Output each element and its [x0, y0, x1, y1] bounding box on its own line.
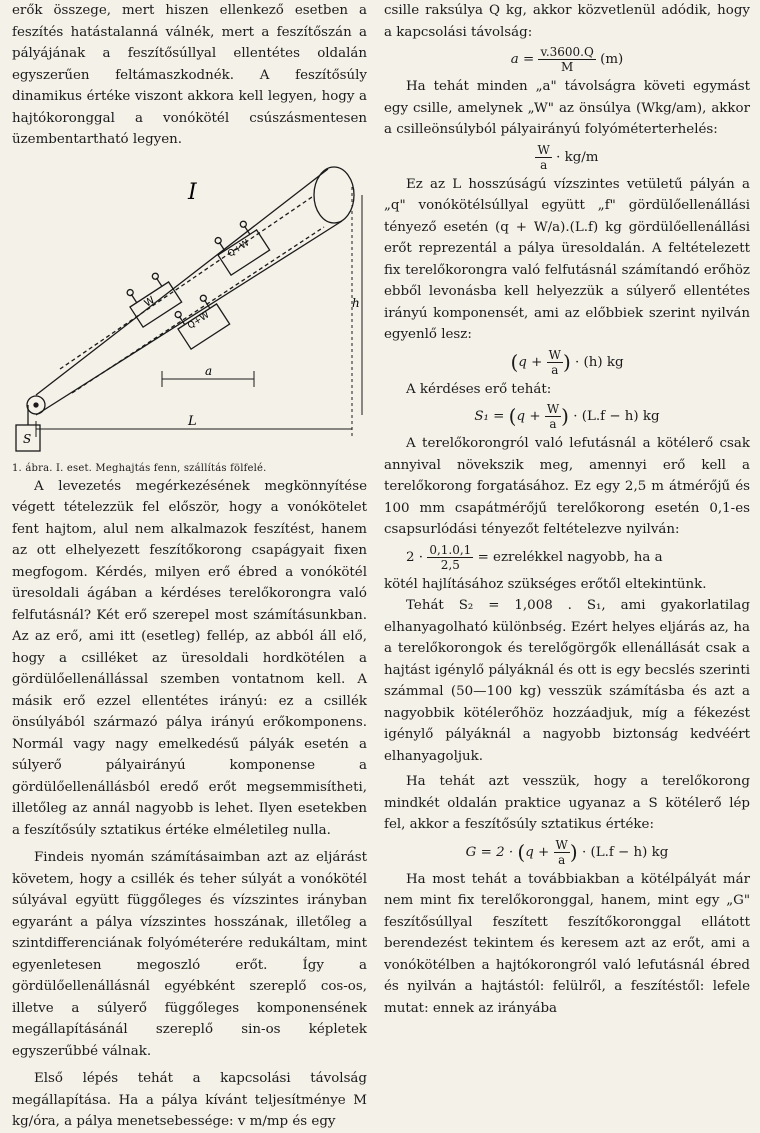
right-column: [384, 0, 750, 1019]
formula-friction: 2 · $\frac{0,1.0,1}{2,5}$ = ezrelékkel nagyobb, ha a: [406, 542, 663, 572]
formula-weight-component: (q + $\frac{W}{a}$ ) · (h) kg: [510, 347, 624, 377]
car-label-w: W: [142, 294, 157, 310]
right-paragraph-2: Ha tehát minden „a" távolságra követi egymást egy csille, amelynek „W" az önsúlya (Wkg/am), akkor a csilleönsúlyból pályairányú folyóméterterhelés:: [384, 79, 750, 137]
weight-label: S: [23, 431, 32, 446]
rope-upper-line: [36, 169, 328, 395]
right-paragraph-7: Tehát S₂ = 1,008 . S₁, ami gyakorlatilag elhanyagolható különbség. Ezért helyes eljárás az, ha a terelőkorongok és terelőgörgők ellenállását csak a hajtást igénylő pályáknál és ott is egy becslés szerinti számmal (50—100 kg) vesszük számításba és azt a nagyobbik kötélerőhöz hozzáadjuk, míg a fékezést igénylő pályáknál a nagyobb biztonság kedvéért elhanyagoljuk.: [384, 598, 750, 764]
right-paragraph-6: kötél hajlításához szükséges erőtől eltekintünk.: [384, 576, 707, 592]
formula-w-per-a: $\frac{W}{a}$ · kg/m: [537, 142, 599, 172]
dim-L-label: L: [188, 413, 197, 429]
figure-roman-label: I: [188, 179, 197, 205]
formula-g: G = 2 · (q + $\frac{W}{a}$ ) · (L.f − h) kg: [465, 837, 669, 867]
left-paragraph-2: A levezetés megérkezésének megkönnyítése végett tételezzük fel először, hogy a vonókötelet fent hajtom, alul nem alkalmazok feszítést, hanem az ott elhelyezett feszítőkorong csapágyait fixen megfogom. Kérdés, milyen erő ébred a vonókötél üresoldali ágában a kérdéses terelőkorongra való felfutásnál? Két erő szerepel most számításunkban. Az az erő, ami itt (esetleg) fellép, az abból áll elő, hogy a csilléket az üresoldali hordkötélen a gördülőellenállással szemben vontatnom kell. A másik erő ezzel ellentétes irányú: ez a csillék önsúlyából származó pálya irányú erőkomponens. Normál vagy nagy emelkedésű pályák esetén a súlyerő pályairányú komponense a gördülőellenállásból eredő erőt megsemmisítheti, illetőleg az annál nagyobb is lehet. Ilyen esetekben a feszítősúly sztatikus értéke elméletileg nulla.: [12, 478, 367, 838]
right-paragraph-5: A terelőkorongról való lefutásnál a kötélerő csak annyival növekszik meg, amennyi erő kell a terelőkorong forgatásához. Ez egy 2,5 m átmérőjű és 100 mm csapátmérőjű terelőkorong esetén 0,1-es csapsurlódási tényezőt feltételezve nyilván:: [384, 436, 750, 537]
right-paragraph-4: A kérdéses erő tehát:: [406, 381, 552, 397]
right-paragraph-8: Ha tehát azt vesszük, hogy a terelőkorong mindkét oldalán praktice ugyanaz a S kötélerő lép fel, akkor a feszítősúly sztatikus értéke:: [384, 774, 750, 832]
dim-h-label: h: [352, 295, 360, 310]
dim-a-label: a: [205, 363, 213, 378]
figure-1: [12, 157, 367, 462]
rope-lower-line: [36, 221, 342, 415]
car-label-qw-1: Q+W: [226, 237, 252, 260]
ropeway-diagram: [12, 157, 367, 462]
formula-a: a = $\frac{v.3600.Q}{M}$ (m): [510, 45, 624, 74]
right-paragraph-9: Ha most tehát a továbbiakban a kötélpályát már nem mint fix terelőkoronggal, hanem, mint egy „G" feszítősúllyal feszített feszítőkoronggal ellátott berendezést tekintem és keresem azt az erőt, ami a vonókötélben a hajtókorongról való lefutásnál ébred és nyilván a hajtástól: felülről, a feszítéstől: lefele mutat: ennek az irányába: [384, 871, 750, 1016]
left-paragraph-1: erők összege, mert hiszen ellenkező esetben a feszítés hatástalanná válnék, mert a feszítőszán a pályájának a feszítősúllyal ellentétes oldalán egyszerűen feltámaszkodnék. A feszítősúly dinamikus értéke viszont akkora kell legyen, hogy a hajtókoronggal a vonókötél csúszásmentesen üzembentartható legyen.: [12, 3, 367, 147]
track-line-2: [72, 227, 324, 393]
left-column: [12, 0, 367, 1133]
car-label-qw-2: Q+W: [186, 309, 212, 332]
figure-caption: 1. ábra. I. eset. Meghajtás fenn, szállítás fölfelé.: [12, 462, 267, 474]
right-paragraph-3: Ez az L hosszúságú vízszintes vetületű pályán a „q" vonókötélsúllyal együtt „f" gördülőellenállási tényező esetén (q + W/a).(L.f) kg gördülőellenállási erőt reprezentál a pálya üresoldalán. A feltételezett fix terelőkorongra való felfutásnál számítandó erőhöz ebből levonásba kell helyezzük a súlyerő ellentétes irányú komponensét, ami az előbbiek szerint nyilván egyenlő lesz:: [384, 176, 750, 342]
left-paragraph-4: Első lépés tehát a kapcsolási távolság megállapítása. Ha a pálya kívánt teljesítménye M kg/óra, a pálya menetsebessége: v m/mp és egy: [12, 1071, 367, 1129]
track-line-1: [60, 197, 312, 369]
right-paragraph-1: csille raksúlya Q kg, akkor közvetlenül adódik, hogy a kapcsolási távolság:: [384, 3, 750, 40]
formula-s1: S₁ = (q + $\frac{W}{a}$ ) · (L.f − h) kg: [474, 402, 660, 431]
left-paragraph-3: Findeis nyomán számításaimban azt az eljárást követem, hogy a csillék és teher súlyát a vonókötél súlyával együtt függőleges és vízszintes irányban egyaránt a pálya vízszintes hosszának, illetőleg a szintdifferenciának folyóméterére redukáltam, mint egyenletesen megoszló erőt. Így a gördülőellenállásnál egyébként szereplő cos-os, illetve a súlyerő függőleges komponensének megállapításánál szereplő sin-os képletek egyszerűbbé válnak.: [12, 850, 367, 1059]
